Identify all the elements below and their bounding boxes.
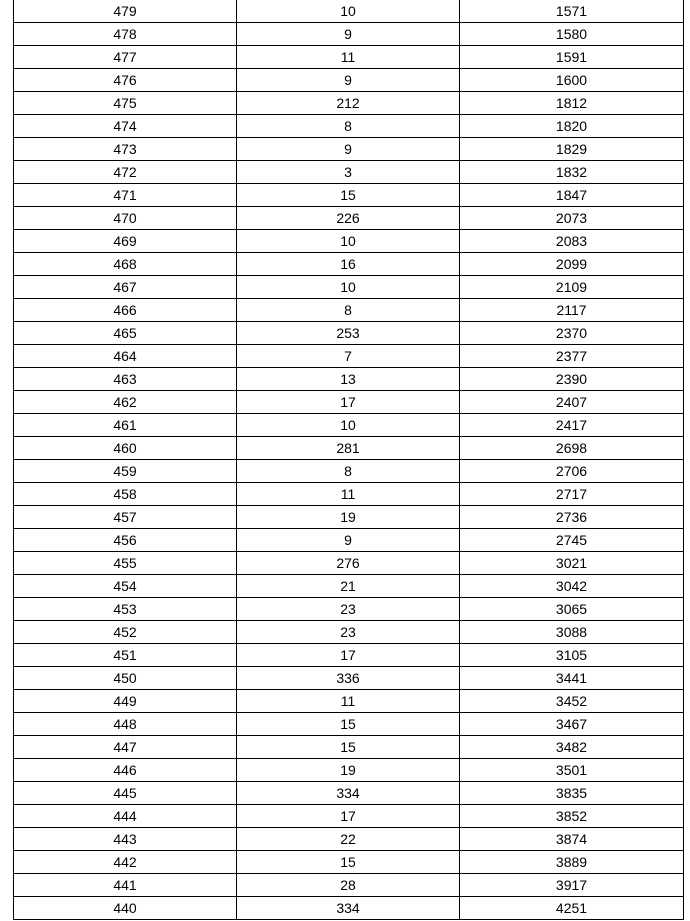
table-row bbox=[14, 506, 684, 529]
table-row bbox=[14, 460, 684, 483]
count-cell: 17 bbox=[237, 391, 460, 414]
count-cell: 10 bbox=[237, 230, 460, 253]
cumulative-cell: 1832 bbox=[460, 161, 684, 184]
count-cell: 13 bbox=[237, 368, 460, 391]
cumulative-cell: 1820 bbox=[460, 115, 684, 138]
score-cell: 465 bbox=[14, 322, 237, 345]
table-row bbox=[14, 782, 684, 805]
table-row bbox=[14, 575, 684, 598]
table-row bbox=[14, 805, 684, 828]
count-cell: 8 bbox=[237, 299, 460, 322]
table-row bbox=[14, 598, 684, 621]
count-cell: 10 bbox=[237, 414, 460, 437]
count-cell: 7 bbox=[237, 345, 460, 368]
score-cell: 458 bbox=[14, 483, 237, 506]
cumulative-cell: 2117 bbox=[460, 299, 684, 322]
cumulative-cell: 2745 bbox=[460, 529, 684, 552]
count-cell: 334 bbox=[237, 897, 460, 920]
table-row bbox=[14, 299, 684, 322]
cumulative-cell: 3467 bbox=[460, 713, 684, 736]
table-row bbox=[14, 322, 684, 345]
cumulative-cell: 2370 bbox=[460, 322, 684, 345]
count-cell: 28 bbox=[237, 874, 460, 897]
cumulative-cell: 3042 bbox=[460, 575, 684, 598]
score-cell: 453 bbox=[14, 598, 237, 621]
cumulative-cell: 3065 bbox=[460, 598, 684, 621]
count-cell: 17 bbox=[237, 805, 460, 828]
table-row bbox=[14, 736, 684, 759]
cumulative-cell: 3835 bbox=[460, 782, 684, 805]
score-cell: 468 bbox=[14, 253, 237, 276]
count-cell: 9 bbox=[237, 138, 460, 161]
table-body bbox=[14, 0, 684, 920]
cumulative-cell: 1580 bbox=[460, 23, 684, 46]
cumulative-cell: 4251 bbox=[460, 897, 684, 920]
table-row bbox=[14, 69, 684, 92]
table-row bbox=[14, 690, 684, 713]
score-cell: 476 bbox=[14, 69, 237, 92]
count-cell: 281 bbox=[237, 437, 460, 460]
score-cell: 475 bbox=[14, 92, 237, 115]
score-cell: 464 bbox=[14, 345, 237, 368]
score-cell: 470 bbox=[14, 207, 237, 230]
score-distribution-table bbox=[13, 0, 684, 920]
cumulative-cell: 2083 bbox=[460, 230, 684, 253]
score-cell: 455 bbox=[14, 552, 237, 575]
cumulative-cell: 3889 bbox=[460, 851, 684, 874]
count-cell: 3 bbox=[237, 161, 460, 184]
score-cell: 443 bbox=[14, 828, 237, 851]
table-row bbox=[14, 207, 684, 230]
count-cell: 253 bbox=[237, 322, 460, 345]
count-cell: 21 bbox=[237, 575, 460, 598]
score-cell: 451 bbox=[14, 644, 237, 667]
score-cell: 442 bbox=[14, 851, 237, 874]
cumulative-cell: 3021 bbox=[460, 552, 684, 575]
count-cell: 9 bbox=[237, 69, 460, 92]
cumulative-cell: 2717 bbox=[460, 483, 684, 506]
cumulative-cell: 3874 bbox=[460, 828, 684, 851]
count-cell: 22 bbox=[237, 828, 460, 851]
cumulative-cell: 3441 bbox=[460, 667, 684, 690]
score-cell: 472 bbox=[14, 161, 237, 184]
count-cell: 11 bbox=[237, 690, 460, 713]
table-row bbox=[14, 713, 684, 736]
count-cell: 10 bbox=[237, 276, 460, 299]
count-cell: 8 bbox=[237, 115, 460, 138]
table-row bbox=[14, 345, 684, 368]
count-cell: 15 bbox=[237, 184, 460, 207]
score-cell: 461 bbox=[14, 414, 237, 437]
table-row bbox=[14, 529, 684, 552]
score-cell: 459 bbox=[14, 460, 237, 483]
table-row bbox=[14, 184, 684, 207]
score-cell: 441 bbox=[14, 874, 237, 897]
table-row bbox=[14, 851, 684, 874]
score-cell: 449 bbox=[14, 690, 237, 713]
score-cell: 463 bbox=[14, 368, 237, 391]
count-cell: 8 bbox=[237, 460, 460, 483]
cumulative-cell: 2099 bbox=[460, 253, 684, 276]
cumulative-cell: 2109 bbox=[460, 276, 684, 299]
table-row bbox=[14, 92, 684, 115]
table-row bbox=[14, 437, 684, 460]
count-cell: 17 bbox=[237, 644, 460, 667]
table-row bbox=[14, 667, 684, 690]
cumulative-cell: 2698 bbox=[460, 437, 684, 460]
cumulative-cell: 2407 bbox=[460, 391, 684, 414]
table-row bbox=[14, 230, 684, 253]
table-row bbox=[14, 0, 684, 23]
count-cell: 15 bbox=[237, 851, 460, 874]
score-cell: 446 bbox=[14, 759, 237, 782]
score-cell: 460 bbox=[14, 437, 237, 460]
score-cell: 444 bbox=[14, 805, 237, 828]
count-cell: 15 bbox=[237, 736, 460, 759]
table-row bbox=[14, 552, 684, 575]
count-cell: 23 bbox=[237, 621, 460, 644]
cumulative-cell: 3452 bbox=[460, 690, 684, 713]
cumulative-cell: 1591 bbox=[460, 46, 684, 69]
count-cell: 212 bbox=[237, 92, 460, 115]
cumulative-cell: 2377 bbox=[460, 345, 684, 368]
cumulative-cell: 3105 bbox=[460, 644, 684, 667]
count-cell: 276 bbox=[237, 552, 460, 575]
score-cell: 474 bbox=[14, 115, 237, 138]
table-row bbox=[14, 46, 684, 69]
score-cell: 450 bbox=[14, 667, 237, 690]
count-cell: 10 bbox=[237, 0, 460, 23]
table-row bbox=[14, 115, 684, 138]
count-cell: 19 bbox=[237, 759, 460, 782]
table-row bbox=[14, 391, 684, 414]
table-row bbox=[14, 828, 684, 851]
count-cell: 226 bbox=[237, 207, 460, 230]
score-cell: 467 bbox=[14, 276, 237, 299]
count-cell: 16 bbox=[237, 253, 460, 276]
score-cell: 469 bbox=[14, 230, 237, 253]
count-cell: 11 bbox=[237, 46, 460, 69]
cumulative-cell: 1812 bbox=[460, 92, 684, 115]
cumulative-cell: 2390 bbox=[460, 368, 684, 391]
cumulative-cell: 2073 bbox=[460, 207, 684, 230]
cumulative-cell: 2417 bbox=[460, 414, 684, 437]
table-row bbox=[14, 621, 684, 644]
table-row bbox=[14, 138, 684, 161]
cumulative-cell: 3501 bbox=[460, 759, 684, 782]
score-cell: 471 bbox=[14, 184, 237, 207]
count-cell: 19 bbox=[237, 506, 460, 529]
score-cell: 445 bbox=[14, 782, 237, 805]
table-row bbox=[14, 161, 684, 184]
cumulative-cell: 3482 bbox=[460, 736, 684, 759]
count-cell: 9 bbox=[237, 529, 460, 552]
score-cell: 462 bbox=[14, 391, 237, 414]
table-row bbox=[14, 276, 684, 299]
table-row bbox=[14, 874, 684, 897]
score-cell: 466 bbox=[14, 299, 237, 322]
score-cell: 457 bbox=[14, 506, 237, 529]
cumulative-cell: 2736 bbox=[460, 506, 684, 529]
cumulative-cell: 3917 bbox=[460, 874, 684, 897]
table-row bbox=[14, 759, 684, 782]
score-cell: 447 bbox=[14, 736, 237, 759]
score-cell: 477 bbox=[14, 46, 237, 69]
table-row bbox=[14, 253, 684, 276]
score-cell: 473 bbox=[14, 138, 237, 161]
table-row bbox=[14, 368, 684, 391]
cumulative-cell: 3852 bbox=[460, 805, 684, 828]
score-cell: 448 bbox=[14, 713, 237, 736]
table-row bbox=[14, 644, 684, 667]
count-cell: 11 bbox=[237, 483, 460, 506]
score-cell: 440 bbox=[14, 897, 237, 920]
cumulative-cell: 1847 bbox=[460, 184, 684, 207]
cumulative-cell: 1571 bbox=[460, 0, 684, 23]
count-cell: 23 bbox=[237, 598, 460, 621]
table-row bbox=[14, 483, 684, 506]
count-cell: 336 bbox=[237, 667, 460, 690]
count-cell: 15 bbox=[237, 713, 460, 736]
score-cell: 452 bbox=[14, 621, 237, 644]
cumulative-cell: 1829 bbox=[460, 138, 684, 161]
cumulative-cell: 2706 bbox=[460, 460, 684, 483]
table-row bbox=[14, 897, 684, 920]
score-cell: 454 bbox=[14, 575, 237, 598]
score-cell: 456 bbox=[14, 529, 237, 552]
count-cell: 334 bbox=[237, 782, 460, 805]
table-row bbox=[14, 23, 684, 46]
score-cell: 478 bbox=[14, 23, 237, 46]
table-row bbox=[14, 414, 684, 437]
count-cell: 9 bbox=[237, 23, 460, 46]
cumulative-cell: 1600 bbox=[460, 69, 684, 92]
score-cell: 479 bbox=[14, 0, 237, 23]
cumulative-cell: 3088 bbox=[460, 621, 684, 644]
